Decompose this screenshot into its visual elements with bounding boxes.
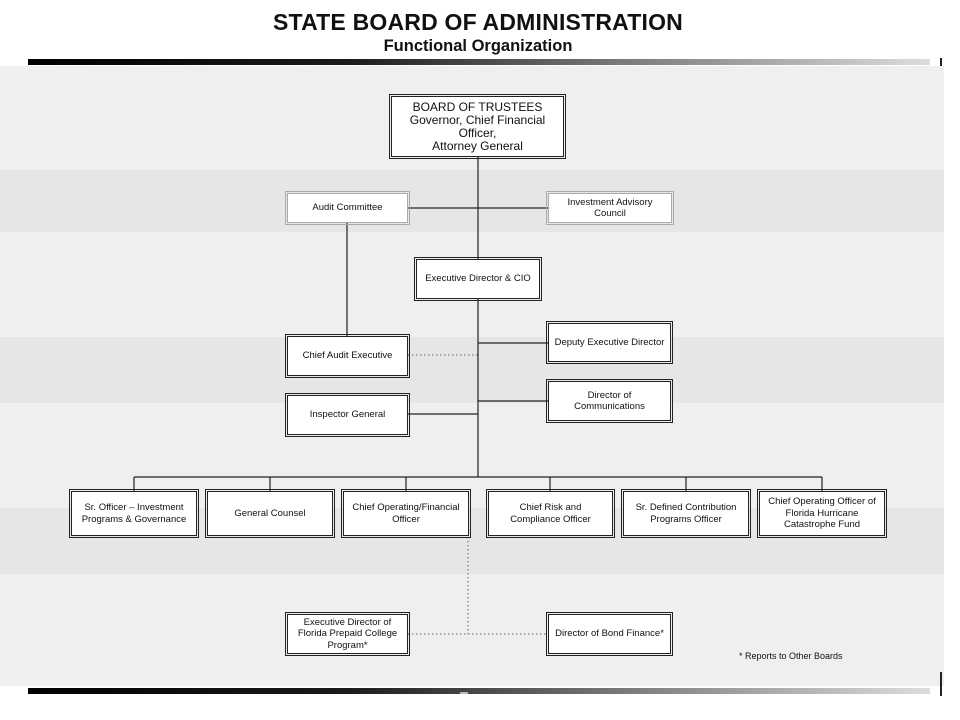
general-counsel-box: General Counsel [207, 491, 333, 536]
exec-dir-florida-prepaid-box: Executive Director of Florida Prepaid College Program* [287, 614, 408, 654]
page-title: STATE BOARD OF ADMINISTRATION [273, 9, 683, 35]
director-bond-finance-box: Director of Bond Finance* [548, 614, 671, 654]
chief-risk-compliance-officer-box: Chief Risk and Compliance Officer [488, 491, 613, 536]
footer-divider [28, 688, 930, 694]
coo-florida-hurricane-box: Chief Operating Officer of Florida Hurricane Catastrophe Fund [759, 491, 885, 536]
chief-audit-executive-box: Chief Audit Executive [287, 336, 408, 376]
investment-advisory-council-box: Investment Advisory Council [548, 193, 672, 223]
footer-mark [460, 692, 468, 694]
sr-officer-investment-box: Sr. Officer – Investment Programs & Governance [71, 491, 197, 536]
audit-committee-box: Audit Committee [287, 193, 408, 223]
edge-tick-bottom [940, 672, 942, 696]
board-of-trustees-box: BOARD OF TRUSTEES Governor, Chief Financial Officer, Attorney General [391, 96, 564, 157]
sr-defined-contribution-officer-box: Sr. Defined Contribution Programs Officer [623, 491, 749, 536]
page-subtitle: Functional Organization [383, 37, 573, 55]
director-of-communications-box: Director of Communications [548, 381, 671, 421]
footnote: * Reports to Other Boards [739, 651, 843, 661]
executive-director-cio-box: Executive Director & CIO [416, 259, 540, 299]
inspector-general-box: Inspector General [287, 395, 408, 435]
deputy-executive-director-box: Deputy Executive Director [548, 323, 671, 362]
chief-operating-financial-officer-box: Chief Operating/Financial Officer [343, 491, 469, 536]
